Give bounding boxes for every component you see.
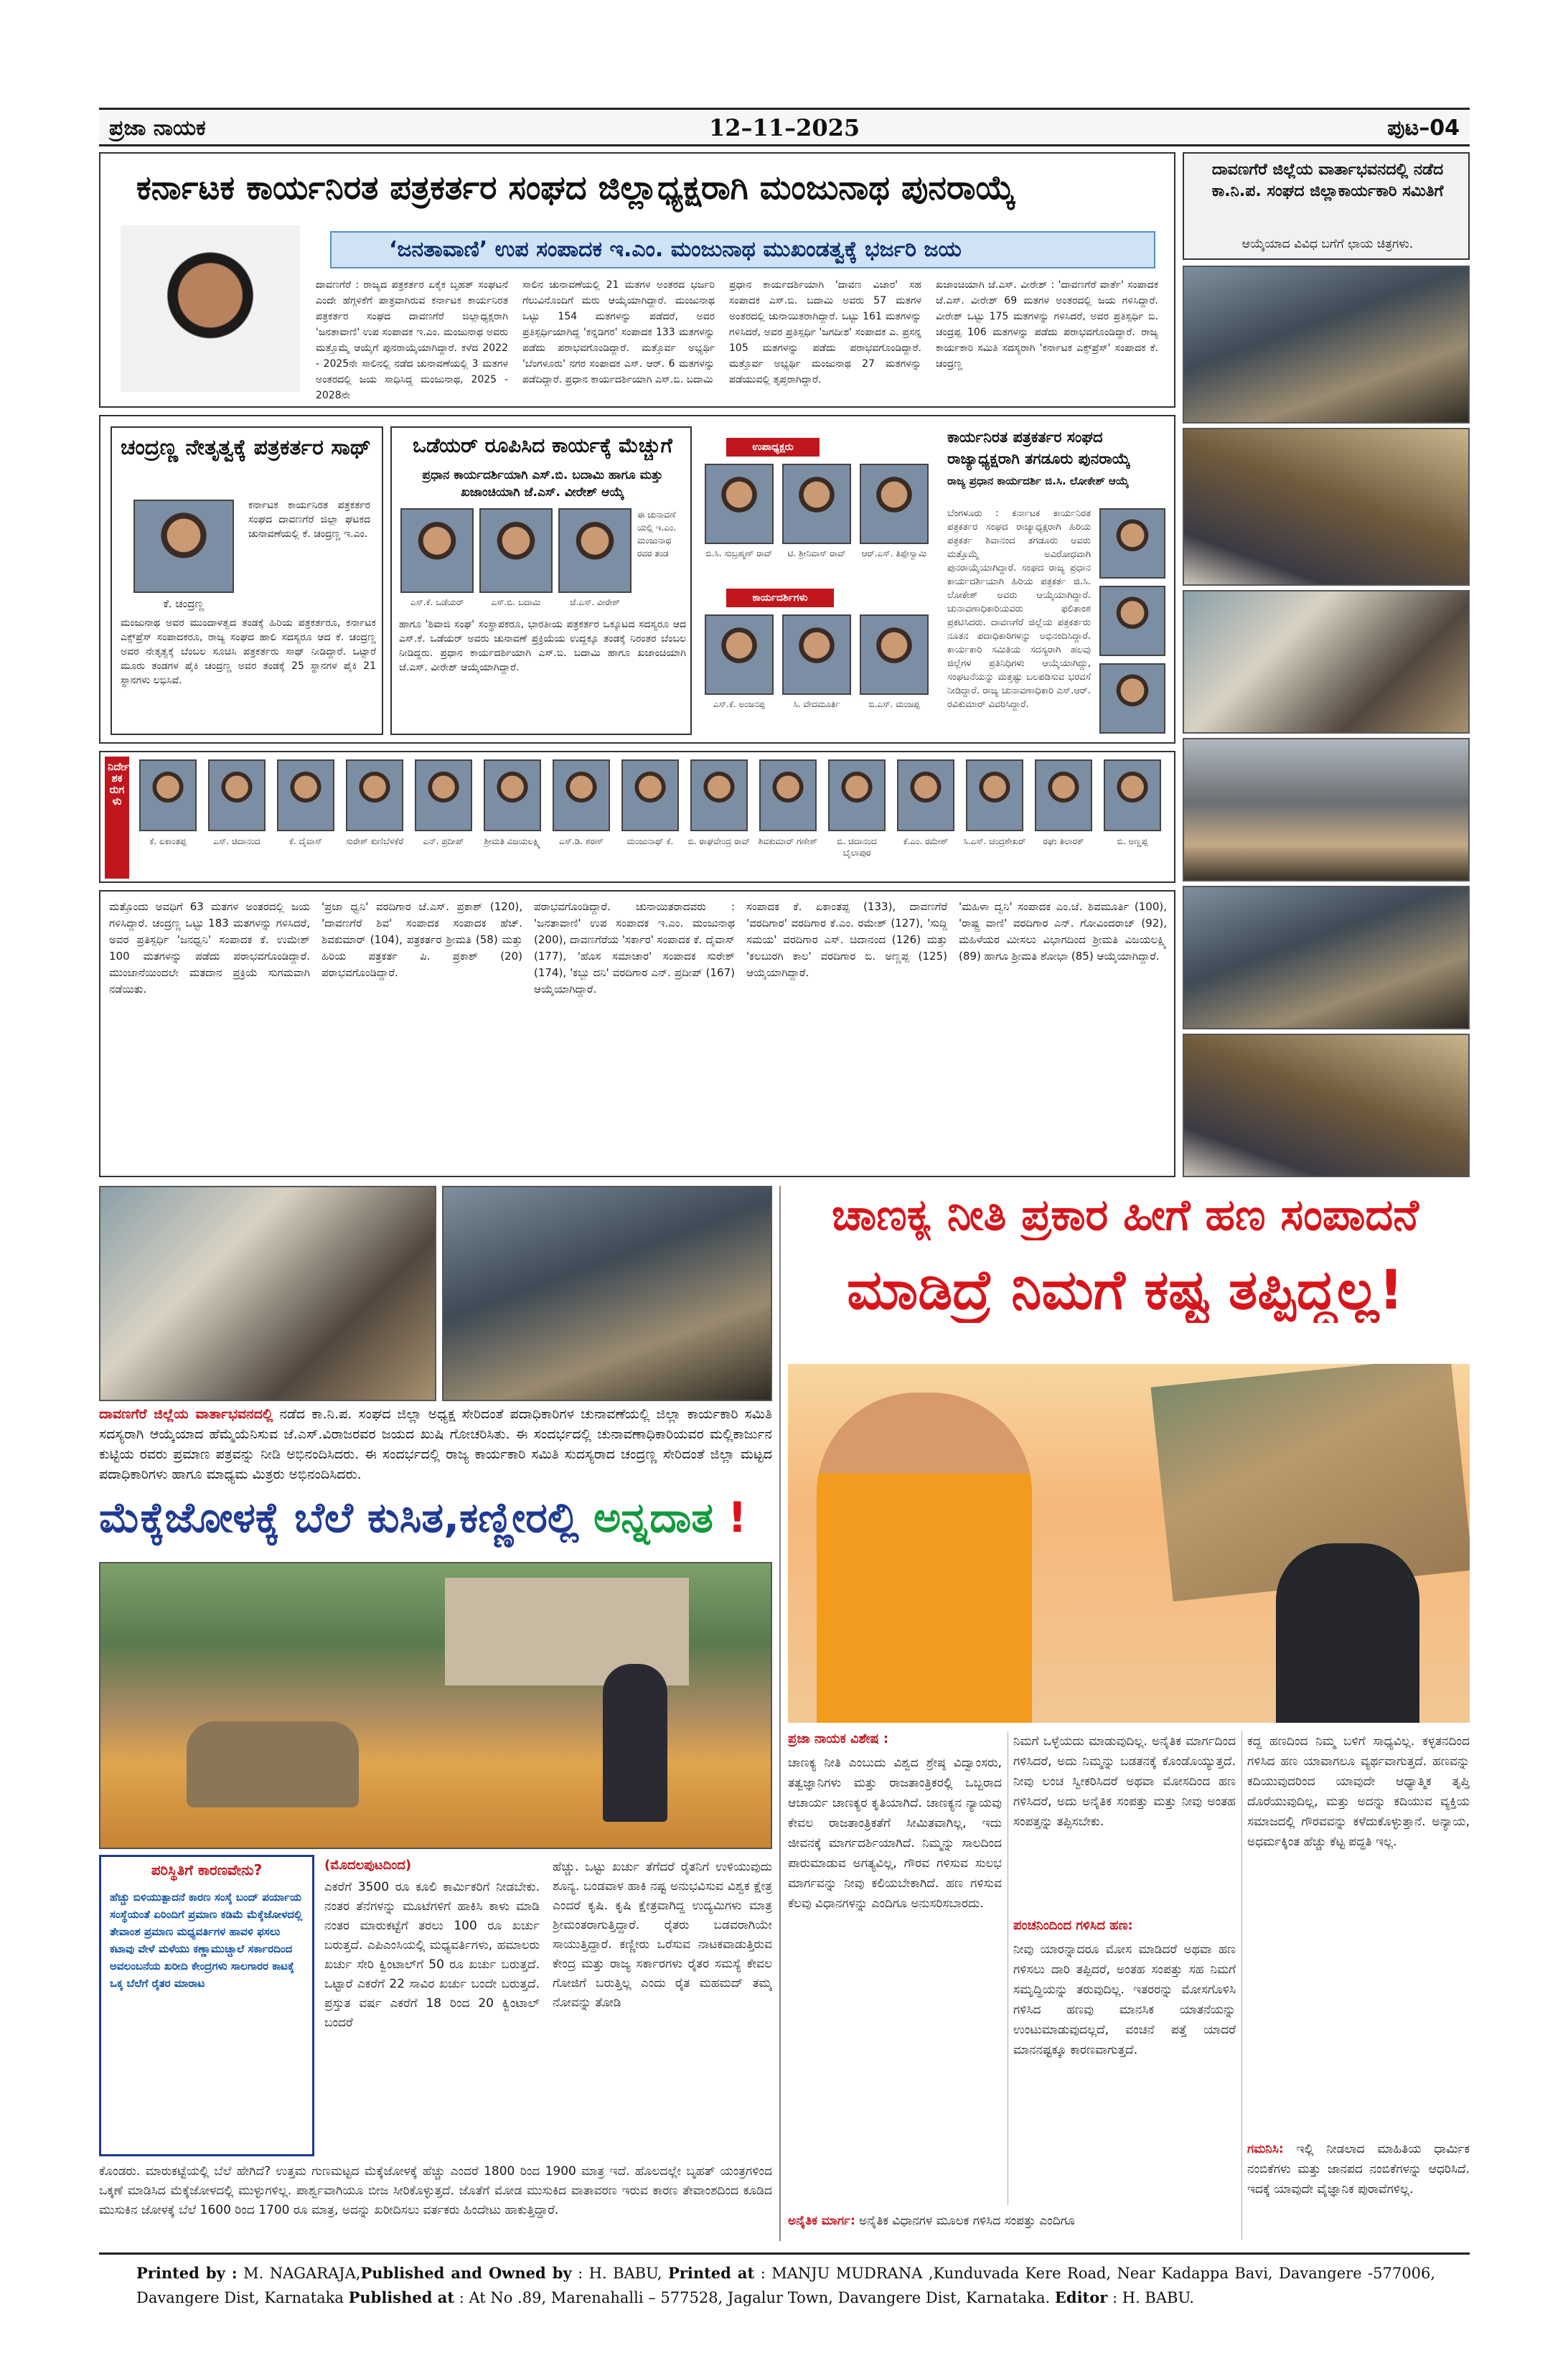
- lead-col-3: ಪ್ರಧಾನ ಕಾರ್ಯದರ್ಶಿಯಾಗಿ 'ದಾವಣ ವಿಜಾರ' ಸಹ ಸಂಪಾದಕ ಎಸ್.ಬಿ. ಬದಾಮಿ ಅವರು 57 ಮತಗಳ ಅಂತರದಲ್ಲಿ ಚುನಾಯಿತರಾಗಿದ್ದಾರೆ. ಒಟ್ಟು 161 ಮತಗಳನ್ನು ಗಳಿಸಿದರೆ, ಅವರ ಪ್ರತಿಸ್ಪರ್ಧಿ 'ಜಗದೀಶ' ಸಂಪಾದಕ ಎ. ಪ್ರಸನ್ನ 105 ಮತಗಳನ್ನು ಪಡೆದು ಪರಾಭವಗೊಂಡಿದ್ದಾರೆ. ಮತ್ತೊರ್ವ ಅಭ್ಯರ್ಥಿ ಮಂಜುನಾಥ 27 ಮತಗಳನ್ನು ಪಡೆಯುವಲ್ಲಿ ತೃಪ್ತರಾಗಿದ್ದಾರೆ.: [729, 279, 921, 385]
- odeyar-box: [390, 426, 692, 735]
- imprint-printed-by: M. NAGARAJA,: [237, 2265, 361, 2282]
- maize-box-text: ಹೆಚ್ಚು ಬಿಳಿಯುತ್ಪಾದನೆ ಕಾರಣ ಸಂಸ್ಕೆ ಬಂದ್ ಪರ್ಯಾಯ ಸಂಸ್ಥೆಯಂತೆ ಏರಿಂದಿಗೆ ಪ್ರಮಾಣ ಕಡಿಮೆ ಮೆಕ್ಕೆಜೋಳದಲ್ಲಿ ತೇವಾಂಶ ಪ್ರಮಾಣ ಮಧ್ಯವರ್ತಿಗಳ ಹಾವಳಿ ಫಸಲು ಕಟಾವು ವೇಳೆ ಮಳೆಯು ಕಣ್ಣಾಮುಚ್ಚಾಲೆ ಸರ್ಕಾರದಿಂದ ಅವಲಂಬನೆಯ ಖರೀದಿ ಕೇಂದ್ರಗಳು ಸಾಲಗಾರರ ಕಾಟಕ್ಕೆ ಒಕ್ಕ ಬೆಲೆಗೆ ರೈತರ ಮಾರಾಟ: [110, 1891, 303, 1990]
- chanakya-subhead-1-text: ನೀವು ಯಾರನ್ನಾದರೂ ಮೋಸ ಮಾಡಿದರೆ ಅಥವಾ ಹಣ ಗಳಿಸಲು ದಾರಿ ತಪ್ಪಿದರೆ, ಅಂತಹ ಸಂಪತ್ತು ಸಹ ನಿಮಗೆ ಸಮೃದ್ಧಿಯನ್ನು ತರುವುದಿಲ್ಲ. ಇತರರನ್ನು ಮೋಸಗೊಳಿಸಿ ಗಳಿಸಿದ ಹಣವು ಮಾನಸಿಕ ಯಾತನೆಯನ್ನು ಉಂಟುಮಾಡುವುದಲ್ಲದೆ, ವಂಚನೆ ಪತ್ತೆ ಯಾದರೆ ಮಾನನಷ್ಟಕ್ಕೂ ಕಾರಣವಾಗುತ್ತದೆ.: [1013, 1942, 1236, 2057]
- second-row-box: [99, 415, 1175, 744]
- maize-text-a: ಎಕರೆಗೆ 3500 ರೂ ಕೂಲಿ ಕಾರ್ಮಿಕರಿಗೆ ನೀಡಬೇಕು. ನಂತರ ತೆನೆಗಳನ್ನು ಮೂಟೆಗಳಿಗೆ ಹಾಕಿಸಿ ಕಾಳು ಮಾಡಿ ನಂತರ ಮಾರುಕಟ್ಟೆಗೆ ತರಲು 100 ರೂ ಖರ್ಚು ಬರುತ್ತದೆ. ಎಪಿಎಂಸಿಯಲ್ಲಿ ಮಧ್ಯವರ್ತಿಗಳು, ಹಮಾಲರು ಖರ್ಚು ಸೇರಿ ಕ್ವಿಂಟಾಲ್‌ಗೆ 50 ರೂ ಖರ್ಚು ಬರುತ್ತದೆ. ಒಟ್ಟಾರೆ ಎಕರೆಗೆ 22 ಸಾವಿರ ಖರ್ಚು ಬಂದೇ ಬರುತ್ತದೆ. ಪ್ರಸ್ತುತ ವರ್ಷ ಎಕರೆಗೆ 18 ರಿಂದ 20 ಕ್ವಿಂಟಾಲ್ ಬಂದರೆ: [324, 1880, 540, 2030]
- director-name: ಶಿವಕುಮಾರ್ ಗಣೇಶ್: [758, 836, 818, 846]
- director-photo: [966, 759, 1023, 831]
- maize-headline-part1: ಮೆಕ್ಕೆಜೋಳಕ್ಕೆ ಬೆಲೆ ಕುಸಿತ,ಕಣ್ಣೀರಲ್ಲಿ: [99, 1493, 593, 1542]
- chanakya-byline: ಪ್ರಜಾ ನಾಯಕ ವಿಶೇಷ :: [788, 1731, 889, 1746]
- right-photo-4: [1183, 738, 1470, 881]
- director-card: [343, 759, 406, 879]
- director-name: ಕೆ. ಏಕಾಂತಪ್ಪ: [149, 836, 187, 846]
- imprint-published-label: Published and Owned by: [360, 2264, 572, 2282]
- state-body: ಬೆಂಗಳೂರು : ಕರ್ನಾಟಕ ಕಾರ್ಯನಿರತ ಪತ್ರಕರ್ತರ ಸಂಘದ ರಾಜ್ಯಾಧ್ಯಕ್ಷರಾಗಿ ಹಿರಿಯ ಪತ್ರಕರ್ತ ಶಿವಾನಂದ ತಗಡೂರು ಅವರು ಮತ್ತೊಮ್ಮೆ ಅವಿರೋಧವಾಗಿ ಪುನರಾಯ್ಕೆಯಾಗಿದ್ದಾರೆ. ಸಂಘದ ರಾಜ್ಯ ಪ್ರಧಾನ ಕಾರ್ಯದರ್ಶಿಯಾಗಿ ಹಿರಿಯ ಪತ್ರಕರ್ತ ಜಿ.ಸಿ. ಲೋಕೇಶ್ ಅವರು ಆಯ್ಕೆಯಾಗಿದ್ದಾರೆ. ಚುನಾವಣಾಧಿಕಾರಿಯವರು ಫಲಿತಾಂಶ ಪ್ರಕಟಿಸಿದರು. ದಾವಣಗೆರೆ ಜಿಲ್ಲೆಯ ಪತ್ರಕರ್ತರು ನೂತನ ಪದಾಧಿಕಾರಿಗಳನ್ನು ಅಭಿನಂದಿಸಿದ್ದಾರೆ. ಕಾರ್ಯಕಾರಿ ಸಮಿತಿಯ ಸದಸ್ಯರಾಗಿ ಹಲವು ಜಿಲ್ಲೆಗಳ ಪ್ರತಿನಿಧಿಗಳು ಆಯ್ಕೆಯಾಗಿದ್ದು, ಸಂಘಟನೆಯನ್ನು ಮತ್ತಷ್ಟು ಬಲಪಡಿಸುವ ಭರವಸೆ ನೀಡಿದ್ದಾರೆ. ರಾಜ್ಯ ಚುನಾವಣಾಧಿಕಾರಿ ಎಸ್.ಆರ್. ರವಿಕುಮಾರ್ ವಿವರಿಸಿದ್ದಾರೆ.: [947, 508, 1091, 710]
- chanakya-subhead-3-text: ಇಲ್ಲಿ ನೀಡಲಾದ ಮಾಹಿತಿಯ ಧಾರ್ಮಿಕ ನಂಬಿಕೆಗಳು ಮತ್ತು ಜಾನಪದ ನಂಬಿಕೆಗಳನ್ನು ಆಧರಿಸಿದೆ. ಇದಕ್ಕೆ ಯಾವುದೇ ವೈಜ್ಞಾನಿಕ ಪುರಾವೆಗಳಿಲ್ಲ.: [1247, 2142, 1470, 2197]
- director-photo: [346, 759, 403, 831]
- chandranna-photo: [133, 500, 234, 593]
- maize-headline-part2: ಅನ್ನದಾತ: [593, 1493, 713, 1542]
- right-photo-2: [1183, 428, 1470, 586]
- imprint-editor: : H. BABU.: [1107, 2289, 1194, 2306]
- office-bearers: [698, 438, 934, 735]
- chandranna-photo-caption: ಕೆ. ಚಂದ್ರಣ್ಣ: [163, 597, 205, 610]
- maize-photo: [99, 1562, 772, 1849]
- directors-row: [136, 759, 1170, 879]
- director-name: ಕೆ.ಎಂ. ರಮೇಶ್: [903, 836, 949, 846]
- director-photo: [553, 759, 610, 831]
- state-photo-1: [1099, 508, 1165, 579]
- vp-photo-2: [782, 464, 851, 544]
- lead-col-4: ಖಜಾಂಚಿಯಾಗಿ ಜೆ.ಎಸ್. ವೀರೇಶ್ : 'ದಾವಣಗೆರೆ ವಾರ್ತೆ' ಸಂಪಾದಕ ಜೆ.ಎಸ್. ವೀರೇಶ್ 69 ಮತಗಳ ಅಂತರದಲ್ಲಿ ಜಯ ಗಳಿಸಿದ್ದಾರೆ. ವೀರೇಶ್ ಒಟ್ಟು 175 ಮತಗಳನ್ನು ಗಳಿಸಿದರೆ, ಅವರ ಪ್ರತಿಸ್ಪರ್ಧಿ ಬಿ. ಚಂದ್ರಪ್ಪ 106 ಮತಗಳನ್ನು ಪಡೆದು ಪರಾಭವಗೊಂಡಿದ್ದಾರೆ. ರಾಜ್ಯ ಕಾರ್ಯಕಾರಿ ಸಮಿತಿ ಸದಸ್ಯರಾಗಿ 'ಕರ್ನಾಟಕ ಎಕ್ಸ್‌ಪ್ರೆಸ್' ಸಂಪಾದಕ ಕೆ. ಚಂದ್ರಣ್ಣ: [936, 279, 1158, 370]
- director-name: ಕೆ. ದೈವಾಸ್: [289, 836, 322, 846]
- right-photo-3: [1183, 590, 1470, 734]
- chanakya-col-1: ಚಾಣಕ್ಯ ನೀತಿ ಎಂಬುದು ವಿಶ್ವದ ಶ್ರೇಷ್ಠ ವಿದ್ವಾಂಸರು, ತತ್ವಜ್ಞಾನಿಗಳು ಮತ್ತು ರಾಜತಾಂತ್ರಿಕರಲ್ಲಿ ಒಬ್ಬರಾದ ಆಚಾರ್ಯ ಚಾಣಕ್ಯರ ಕೃತಿಯಾಗಿದೆ. ಚಾಣಕ್ಯನ ನ್ಯಾಯವು ಕೇವಲ ರಾಜತಾಂತ್ರಿಕತೆಗೆ ಸೀಮಿತವಾಗಿಲ್ಲ, ಇದು ಜೀವನಕ್ಕೆ ಮಾರ್ಗದರ್ಶಿಯಾಗಿದೆ. ನಿಮ್ಮನ್ನು ಸಾಲದಿಂದ ಪಾರುಮಾಡುವ ಅಗತ್ಯವಿಲ್ಲ, ಗೌರವ ಗಳಿಸುವ ಸುಲಭ ಮಾರ್ಗವನ್ನು ನೀವು ಕಲಿಯಬೇಕಾಗಿದೆ. ಹಣ ಗಳಿಸುವ ಕೆಲವು ವಿಧಾನಗಳನ್ನು ಎಂದಿಗೂ ಅನುಸರಿಸಬಾರದು.: [788, 1756, 1002, 1911]
- votes-col-2: 'ಪ್ರಜಾ ಧ್ವನಿ' ವರದಿಗಾರ ಜೆ.ಎಸ್. ಪ್ರಕಾಶ್ (120), 'ದಾವಣಗೆರೆ ಶಿವ' ಸಂಪಾದಕ ಸಂಪಾದಕ ಹೆಚ್. ಶಿವಕುಮಾರ್ (104), ಪತ್ರಕರ್ತರ ಶ್ರೀಮತಿ (58) ಮತ್ತು ಹಿರಿಯ ಪತ್ರಕರ್ತ ಪಿ. ಪ್ರಕಾಶ್ (20) ಪರಾಭವಗೊಂಡಿದ್ದಾರೆ.: [321, 900, 522, 979]
- odeyar-subtitle: ಪ್ರಧಾನ ಕಾರ್ಯದರ್ಶಿಯಾಗಿ ಎಸ್.ಬಿ. ಬದಾಮಿ ಹಾಗೂ ಮತ್ತು ಖಜಾಂಚಿಯಾಗಿ ಜೆ.ಎಸ್. ವೀರೇಶ್ ಆಯ್ಕೆ: [422, 468, 663, 500]
- vp-name-1: ಬಿ.ಸಿ. ಸುಬ್ರಹ್ಮಣ್ ರಾವ್: [705, 548, 773, 558]
- maize-text-b: ಹೆಚ್ಚು. ಒಟ್ಟು ಖರ್ಚು ತೆಗೆದರೆ ರೈತನಿಗೆ ಉಳಿಯುವುದು ಶೂನ್ಯ. ಬಂಡವಾಳ ಹಾಕಿ ನಷ್ಟ ಅನುಭವಿಸುವ ವಿಶ್ವಕ ಕ್ಷೇತ್ರ ಎಂದರೆ ಕೃಷಿ. ಕೃಷಿ ಕ್ಷೇತ್ರವಾಗಿದ್ದ ಉದ್ಯಮಿಗಳು ಮಾತ್ರ ಶ್ರೀಮಂತರಾಗುತ್ತಿದ್ದಾರೆ. ರೈತರು ಬಡವರಾಗಿಯೇ ಸಾಯುತ್ತಿದ್ದಾರೆ. ಕಣ್ಣೀರು ಒರೆಸುವ ನಾಟಕವಾಡುತ್ತಿರುವ ಕೇಂದ್ರ ಮತ್ತು ರಾಜ್ಯ ಸರ್ಕಾರಗಳು ರೈತರ ಸಮಸ್ಯೆ ಕೇವಲ ಗೋಜಿಗೆ ಬರುತ್ತಿಲ್ಲ ಎಂದು ರೈತ ಮಹಮದ್ ತಮ್ಮ ನೋವನ್ನು ತೋಡಿ: [553, 1860, 772, 2010]
- director-name: ಬಿ. ಅಣ್ಣಪ್ಪ: [1117, 836, 1148, 846]
- chandranna-title: ಚಂದ್ರಣ್ಣ ನೇತೃತ್ವಕ್ಕೆ ಪತ್ರಕರ್ತರ ಸಾಥ್: [121, 435, 371, 460]
- imprint-printed-by-label: Printed by :: [136, 2264, 238, 2282]
- odeyar-photo-1: [400, 508, 474, 593]
- director-card: [894, 759, 957, 879]
- director-photo: [621, 759, 679, 831]
- right-photo-1: [1183, 266, 1470, 424]
- maize-photo-worker: [603, 1664, 667, 1822]
- masthead-bar: [99, 108, 1470, 146]
- director-card: [481, 759, 544, 879]
- directors-label: ನಿರ್ದೇಶಕರುಗಳು: [108, 760, 130, 808]
- chanakya-illustration: [788, 1364, 1470, 1723]
- vp-photo-3: [860, 464, 929, 544]
- director-photo: [828, 759, 886, 831]
- paper-name: ಪ್ರಜಾ ನಾಯಕ: [109, 116, 206, 141]
- chanakya-subhead-2-line: [788, 2211, 1236, 2240]
- director-photo: [1035, 759, 1092, 831]
- director-card: [412, 759, 475, 879]
- odeyar-caption-3: ಜೆ.ಎಸ್. ವೀರೇಶ್: [570, 597, 620, 607]
- lead-story-box: [99, 152, 1175, 408]
- odeyar-caption-1: ಎಸ್.ಕೆ. ಒಡೆಯರ್: [410, 597, 464, 607]
- right-column-title: ದಾವಣಗೆರೆ ಜಿಲ್ಲೆಯ ವಾರ್ತಾಭವನದಲ್ಲಿ ನಡೆದ ಕಾ.ನಿ.ಪ. ಸಂಘದ ಜಿಲ್ಲಾಕಾರ್ಯಕಾರಿ ಸಮಿತಿಗೆ: [1211, 161, 1444, 200]
- page-number: ಪುಟ–04: [1387, 116, 1460, 141]
- sec-photo-2: [782, 614, 851, 695]
- right-column-subtitle: ಆಯ್ಕೆಯಾದ ವಿವಿಧ ಬಗೆಗೆ ಛಾಯ ಚಿತ್ರಗಳು.: [1241, 237, 1414, 251]
- votes-col-4: ಸಂಪಾದಕ ಕೆ. ಏಕಾಂತಪ್ಪ (133), ದಾವಣಗೆರೆ 'ವರದಿಗಾರ' ವರದಿಗಾರ ಕೆ.ಎಂ. ರಮೇಶ್ (127), 'ಸುದ್ದಿ ಸಮಯ' ವರದಿಗಾರ ಎಸ್. ಚಿದಾನಂದ (126) ಮತ್ತು 'ಕಲಬುರಗಿ ಕಾಲ' ವರದಿಗಾರ ಬಿ. ಅಣ್ಣಪ್ಪ (125) ಆಯ್ಕೆಯಾಗಿದ್ದಾರೆ.: [746, 900, 947, 979]
- right-photo-6: [1183, 1034, 1470, 1177]
- votes-col-1: ಮತ್ತೊಂದು ಅವಧಿಗೆ 63 ಮತಗಳ ಅಂತರದಲ್ಲಿ ಜಯ ಗಳಿಸಿದ್ದಾರೆ. ಚಂದ್ರಣ್ಣ ಒಟ್ಟು 183 ಮತಗಳನ್ನು ಗಳಿಸಿದರೆ, ಅವರ ಪ್ರತಿಸ್ಪರ್ಧಿ 'ಜನಧ್ವನಿ' ಸಂಪಾದಕ ಕೆ. ಉಮೇಶ್ 100 ಮತಗಳನ್ನು ಪಡೆದು ಪರಾಭವಗೊಂಡಿದ್ದಾರೆ. ಮುಂಜಾನೆಯಿಂದಲೇ ಮತದಾನ ಪ್ರಕ್ರಿಯೆ ಸುಗಮವಾಗಿ ನಡೆಯಿತು.: [109, 900, 310, 996]
- maize-lead-label: (ಮೊದಲಪುಟದಿಂದ): [324, 1858, 412, 1873]
- sec-name-2: ಸಿ. ವೇದಮೂರ್ತಿ: [793, 699, 840, 709]
- issue-date: 12–11–2025: [709, 114, 860, 141]
- director-photo: [208, 759, 266, 831]
- odeyar-title: ಒಡೆಯರ್ ರೂಪಿಸಿದ ಕಾರ್ಯಕ್ಕೆ ಮೆಚ್ಚುಗೆ: [413, 434, 672, 457]
- director-photo: [484, 759, 541, 831]
- state-photo-2: [1099, 586, 1165, 656]
- middle-photo-caption: [99, 1404, 772, 1484]
- director-card: [756, 759, 820, 879]
- chanakya-col-2: ನಿಮಗೆ ಒಳ್ಳೆಯದು ಮಾಡುವುದಿಲ್ಲ. ಅನೈತಿಕ ಮಾರ್ಗದಿಂದ ಗಳಿಸಿದರೆ, ಅದು ನಿಮ್ಮನ್ನು ಬಡತನಕ್ಕೆ ಕೊಂಡೊಯ್ಯುತ್ತದೆ. ನೀವು ಲಂಚ ಸ್ವೀಕರಿಸಿದರೆ ಅಥವಾ ಮೋಸದಿಂದ ಹಣ ಗಳಿಸಿದರೆ, ಅದು ಅನೈತಿಕ ಸಂಪತ್ತು ಮತ್ತು ನೀವು ಅಂತಹ ಸಂಪತ್ತನ್ನು ತಪ್ಪಿಸಬೇಕು.: [1013, 1734, 1236, 1829]
- chanakya-subhead-2-text: ಅನೈತಿಕ ವಿಧಾನಗಳ ಮೂಲಕ ಗಳಿಸಿದ ಸಂಪತ್ತು ಎಂದಿಗೂ: [859, 2214, 1075, 2228]
- businessman: [1276, 1543, 1419, 1723]
- director-photo: [277, 759, 334, 831]
- odeyar-caption-2: ಎಸ್.ಬಿ. ಬದಾಮಿ: [491, 597, 541, 607]
- imprint: [136, 2261, 1435, 2310]
- director-card: [1032, 759, 1095, 879]
- editor-portrait: [121, 225, 300, 392]
- chandranna-body: ಮಂಜುನಾಥ ಅವರ ಮುಂದಾಳತ್ವದ ತಂಡಕ್ಕೆ ಹಿರಿಯ ಪತ್ರಕರ್ತರೂ, ಕರ್ನಾಟಕ ಎಕ್ಸ್‌ಪ್ರೆಸ್ ಸಂಪಾದಕರೂ, ರಾಜ್ಯ ಸಂಘದ ಹಾಲಿ ಸದಸ್ಯರೂ ಆದ ಕೆ. ಚಂದ್ರಣ್ಣ ಅವರ ನೇತೃತ್ವಕ್ಕೆ ಬೆಂಬಲ ಸೂಚಿಸಿ ಪತ್ರಕರ್ತರು ಸಾಥ್ ನೀಡಿದ್ದಾರೆ. ಒಟ್ಟಾರೆ ಮೂರು ತಂಡಗಳ ಪೈಕಿ ಚಂದ್ರಣ್ಣ ಅವರ ತಂಡಕ್ಕೆ 25 ಸ್ಥಾನಗಳ ಪೈಕಿ 21 ಸ್ಥಾನಗಳು ಲಭಿಸಿವೆ.: [121, 617, 376, 686]
- director-card: [963, 759, 1026, 879]
- maize-headline: [99, 1493, 772, 1553]
- vp-photo-1: [705, 464, 774, 544]
- maize-text-c: ಕೊಂಡರು. ಮಾರುಕಟ್ಟೆಯಲ್ಲಿ ಬೆಲೆ ಹೇಗಿದೆ? ಉತ್ತಮ ಗುಣಮಟ್ಟದ ಮೆಕ್ಕೆಜೋಳಕ್ಕೆ ಹೆಚ್ಚು ಎಂದರೆ 1800 ರಿಂದ 1900 ಮಾತ್ರ ಇದೆ. ಹೊಲದಲ್ಲೇ ಬೃಹತ್ ಯಂತ್ರಗಳಿಂದ ಒಕ್ಕಣೆ ಮಾಡಿಸಿದ ಮೆಕ್ಕೆಜೋಳದಲ್ಲಿ ಮುಳ್ಳುಗಳಿಲ್ಲ. ಪಾರ್ಶ್ವವಾಗಿಯೂ ಬೀಜ ಸೀರಿಕೊಳ್ಳುತ್ತದೆ. ಜೊತೆಗೆ ಮೋಡ ಮುಸುಕಿದ ವಾತಾವರಣ ಇರುವ ಕಾರಣ ತೇವಾಂಶದಿಂದ ಕೂಡಿದ ಮುಸುಕಿನ ಜೋಳಕ್ಕೆ ಬೆಲೆ 1600 ರಿಂದ 1700 ರೂ ಮಾತ್ರ, ಅದನ್ನು ಖರೀದಿಸಲು ವರ್ತಕರು ಹಿಂದೇಟು ಹಾಕುತ್ತಿದ್ದಾರೆ.: [99, 2164, 772, 2217]
- director-photo: [690, 759, 748, 831]
- imprint-published-at-label: Published at: [348, 2288, 455, 2306]
- sec-photo-1: [705, 614, 774, 695]
- lead-headline: ಕರ್ನಾಟಕ ಕಾರ್ಯನಿರತ ಪತ್ರಕರ್ತರ ಸಂಘದ ಜಿಲ್ಲಾಧ್ಯಕ್ಷರಾಗಿ ಮಂಜುನಾಥ ಪುನರಾಯ್ಕೆ: [136, 168, 1016, 207]
- imprint-printed-at: : MANJU MUDRANA ,Kunduvada Kere Road, Near Kadappa Bavi, Davangere -577006, Davangere Dist, Karnataka: [136, 2265, 1436, 2306]
- chanakya-figure: [817, 1393, 1032, 1723]
- caption-text: ನಡೆದ ಕಾ.ನಿ.ಪ. ಸಂಘದ ಜಿಲ್ಲಾ ಅಧ್ಯಕ್ಷ ಸೇರಿದಂತೆ ಪದಾಧಿಕಾರಿಗಳ ಚುನಾವಣೆಯಲ್ಲಿ ಜಿಲ್ಲಾ ಕಾರ್ಯಕಾರಿ ಸಮಿತಿ ಸದಸ್ಯರಾಗಿ ಆಯ್ಕೆಯಾದ ಹೆಮ್ಮೆಯೆನಿಸುವ ಜೆ.ಎಸ್.ವಿರಾಜರವರ ಜಯದ ಖುಷಿ ಗೋಚರಿಸಿತು. ಈ ಸಂದರ್ಭದಲ್ಲಿ ಚುನಾವಣಾಧಿಕಾರಿಯವರ ಮಲ್ಲಿಕಾರ್ಜುನ ಕುಟ್ಟಿಯ ರವರು ಪ್ರಮಾಣ ಪತ್ರವನ್ನು ನೀಡಿ ಅಭಿನಂದಿಸಿದರು. ಈ ಸಂದರ್ಭದಲ್ಲಿ ರಾಜ್ಯ ಕಾರ್ಯಕಾರಿ ಸಮಿತಿ ಸುದಸ್ಯರಾದ ಚಂದ್ರಣ್ಣ ಸೇರಿದಂತೆ ಜಿಲ್ಲಾ ಮಟ್ಟದ ಪದಾಧಿಕಾರಿಗಳು ಹಾಗೂ ಮಾಧ್ಯಮ ಮಿತ್ರರು ಅಭಿನಂದಿಸಿದರು.: [99, 1406, 772, 1482]
- directors-label-bar: [105, 757, 129, 879]
- director-card: [550, 759, 613, 879]
- director-name: ಎಸ್.ಡಿ. ಶರಣ್: [558, 836, 604, 846]
- director-name: ಸುರೇಶ್ ಕುಣಿಬೆಳಕೆರೆ: [345, 836, 404, 846]
- column-rule-3: [1241, 1731, 1242, 2240]
- odeyar-photo-2: [479, 508, 553, 593]
- chanakya-subhead-3: ಗಮನಿಸಿ:: [1247, 2142, 1284, 2156]
- imprint-published-at: : At No .89, Marenahalli – 577528, Jagalur Town, Davangere Dist, Karnataka.: [454, 2289, 1055, 2306]
- vp-name-3: ಆರ್.ಎಸ್. ತಿಪ್ಪೇಸ್ವಾಮಿ: [861, 548, 927, 558]
- chanakya-headline-2: ಮಾಡಿದ್ರೆ ನಿಮಗೆ ಕಷ್ಟ ತಪ್ಪಿದ್ದಲ್ಲ!: [847, 1258, 1404, 1321]
- director-name: ಎನ್. ಪ್ರದೀಪ್: [423, 836, 464, 846]
- maize-box-title: ಪರಿಸ್ಥಿತಿಗೆ ಕಾರಣವೇನು?: [101, 1857, 312, 1883]
- middle-photo-1: [99, 1186, 436, 1401]
- state-subtitle: ರಾಜ್ಯ ಪ್ರಧಾನ ಕಾರ್ಯದರ್ಶಿ ಜಿ.ಸಿ. ಲೋಕೇಶ್ ಆಯ್ಕೆ: [947, 474, 1130, 487]
- vp-label: ಉಪಾಧ್ಯಕ್ಷರು: [726, 438, 820, 457]
- director-name: ಮಂಜುನಾಥ್ ಕೆ.: [626, 836, 674, 846]
- sec-name-1: ಎಸ್.ಕೆ. ಅಂಜನಪ್ಪ: [713, 699, 765, 709]
- director-photo: [1104, 759, 1161, 831]
- right-photo-5: [1183, 886, 1470, 1029]
- imprint-published: : H. BABU,: [571, 2265, 668, 2282]
- imprint-editor-label: Editor: [1054, 2288, 1108, 2306]
- chanakya-headline-1: ಚಾಣಕ್ಯ ನೀತಿ ಪ್ರಕಾರ ಹೀಗೆ ಹಣ ಸಂಪಾದನೆ: [832, 1190, 1419, 1240]
- director-photo: [897, 759, 954, 831]
- sec-name-3: ಬಿ.ಎಸ್. ಮಂಜಪ್ಪ: [868, 699, 920, 709]
- chandranna-side-text: ಕರ್ನಾಟಕ ಕಾರ್ಯನಿರತ ಪತ್ರಕರ್ತರ ಸಂಘದ ದಾವಣಗೆರೆ ಜಿಲ್ಲಾ ಘಟಕದ ಚುನಾವಣೆಯಲ್ಲಿ ಕೆ. ಚಂದ್ರಣ್ಣ ಇ.ಎಂ.: [248, 500, 370, 540]
- footer-rule: [99, 2253, 1470, 2255]
- director-name: ಬಿ. ಚಿದಾನಂದ ಬೈಲಾಪುರ: [837, 836, 877, 858]
- chanakya-subhead-2: ಅನೈತಿಕ ಮಾರ್ಗ:: [788, 2214, 855, 2228]
- director-card: [825, 759, 888, 879]
- director-card: [687, 759, 751, 879]
- column-rule-1: [779, 1186, 781, 2241]
- director-card: [619, 759, 682, 879]
- chandranna-box: [111, 426, 383, 735]
- votes-col-5: 'ಮಹಿಳಾ ದ್ವನಿ' ಸಂಪಾದಕ ಎಂ.ಜೆ. ಶಿವಮೂರ್ತಿ (100), 'ರಾಷ್ಟ್ರ ವಾಣಿ' ವರದಿಗಾರ ಎನ್. ಗೋವಿಂದರಾಜ್ (92), ಮಹಿಳೆಯರ ಮೀಸಲು ವಿಭಾಗದಿಂದ ಶ್ರೀಮತಿ ವಿಜಯಲಕ್ಷ್ಮಿ (89) ಹಾಗೂ ಶ್ರೀಮತಿ ಶೋಭಾ (85) ಆಯ್ಕೆಯಾಗಿದ್ದಾರೆ.: [959, 900, 1167, 963]
- director-photo: [759, 759, 817, 831]
- director-card: [274, 759, 337, 879]
- lead-col-2: ಸಾಲಿನ ಚುನಾವಣೆಯಲ್ಲಿ 21 ಮತಗಳ ಅಂತರದ ಭರ್ಜರಿ ಗೆಲುವಿನೊಂದಿಗೆ ಮರು ಆಯ್ಕೆಯಾಗಿದ್ದಾರೆ. ಮಂಜುನಾಥ ಒಟ್ಟು 154 ಮತಗಳನ್ನು ಪಡೆದರೆ, ಅವರ ಪ್ರತಿಸ್ಪರ್ಧಿಯಾಗಿದ್ದ 'ಕನ್ನಡಿಗರ' ಸಂಪಾದಕ 133 ಮತಗಳನ್ನು ಪಡೆದು ಪರಾಭವಗೊಂಡಿದ್ದಾರೆ. ಮತ್ತೊರ್ವ ಅಭ್ಯರ್ಥಿ 'ಬೆಂಗಳೂರು' ನಗರ ಸಂಪಾದಕ ಎಸ್. ಆರ್. 6 ಮತಗಳನ್ನು ಪಡೆದಿದ್ದಾರೆ. ಪ್ರಧಾನ ಕಾರ್ಯದರ್ಶಿಯಾಗಿ ಎಸ್.ಬಿ. ಬದಾಮಿ: [522, 279, 715, 385]
- director-card: [1101, 759, 1164, 879]
- lead-subheadline: ‘ಜನತಾವಾಣಿ’ ಉಪ ಸಂಪಾದಕ ಇ.ಎಂ. ಮಂಜುನಾಥ ಮುಖಂಡತ್ವಕ್ಕೆ ಭರ್ಜರಿ ಜಯ: [389, 237, 962, 262]
- state-photo-3: [1099, 663, 1165, 734]
- odeyar-side-text: ಈ ಚುನಾವಣೆ ಯಲ್ಲಿ ಇ.ಎಂ. ಮಂಜುನಾಥ ರವರ ತಂಡ: [637, 510, 677, 558]
- director-name: ಶ್ರೀಮತಿ ವಿಜಯಲಕ್ಷ್ಮಿ: [484, 836, 541, 846]
- votes-col-3: ಪರಾಭವಗೊಂಡಿದ್ದಾರೆ. ಚುನಾಯಿತರಾದವರು : 'ಜನತಾವಾಣಿ' ಉಪ ಸಂಪಾದಕ ಇ.ಎಂ. ಮಂಜುನಾಥ (200), ದಾವಣಗೆರೆಯ 'ಸರ್ಕಾರ' ಸಂಪಾದಕ ಕೆ. ದೈವಾಸ್ (177), 'ಹೊಸ ಸಮಾಚಾರ' ಸಂಪಾದಕ ಸುರೇಶ್ (174), 'ಕಬ್ಬು ದನಿ' ವರದಿಗಾರ ಎನ್. ಪ್ರದೀಪ್ (167) ಆಯ್ಕೆಯಾಗಿದ್ದಾರೆ.: [534, 900, 735, 996]
- lead-col-1: ದಾವಣಗೆರೆ : ರಾಜ್ಯದ ಪತ್ರಕರ್ತರ ಏಕೈಕ ಬೃಹತ್ ಸಂಘಟನೆ ಎಂದೇ ಹೆಗ್ಗಳಿಕೆಗೆ ಪಾತ್ರವಾಗಿರುವ ಕರ್ನಾಟಕ ಕಾರ್ಯನಿರತ ಪತ್ರಕರ್ತರ ಸಂಘದ ದಾವಣಗೆರೆ ಜಿಲ್ಲಾಧ್ಯಕ್ಷರಾಗಿ 'ಜನತಾವಾಣಿ' ಉಪ ಸಂಪಾದಕ ಇ.ಎಂ. ಮಂಜುನಾಥ ಅವರು ಮತ್ತೊಮ್ಮೆ ಆಯ್ಕೆಗೆ ಪುನರಾಯ್ಕೆಯಾಗಿದ್ದಾರೆ. ಕಳೆದ 2022 - 2025ನೇ ಸಾಲಿನಲ್ಲಿ ನಡೆದ ಚುನಾವಣೆಯಲ್ಲಿ 3 ಮತಗಳ ಅಂತರದಲ್ಲಿ ಜಯ ಸಾಧಿಸಿದ್ದ ಮಂಜುನಾಥ, 2025 - 2028ನೇ: [316, 279, 508, 401]
- director-name: ಸಿ.ಎಸ್. ಚಂದ್ರಶೇಖರ್: [963, 836, 1026, 846]
- caption-lead: ದಾವಣಗೆರೆ ಜಿಲ್ಲೆಯ ವಾರ್ತಾಭವನದಲ್ಲಿ: [99, 1406, 273, 1422]
- sec-label: ಕಾರ್ಯದರ್ಶಿಗಳು: [726, 589, 834, 607]
- maize-photo-sacks: [187, 1721, 359, 1807]
- directors-strip: [99, 751, 1175, 883]
- director-photo: [415, 759, 472, 831]
- director-card: [205, 759, 268, 879]
- odeyar-photo-3: [558, 508, 632, 593]
- sec-photo-3: [860, 614, 929, 695]
- lead-subheadline-bar: [330, 231, 1155, 268]
- director-name: ರಘು ತಿಲಾರಕ್: [1043, 836, 1084, 846]
- imprint-printed-at-label: Printed at: [668, 2264, 755, 2282]
- director-card: [136, 759, 199, 879]
- chanakya-col-3: ಕದ್ದ ಹಣದಿಂದ ನಿಮ್ಮ ಬಳಿಗೆ ಸಾಧ್ಯವಿಲ್ಲ. ಕಳ್ಳತನದಿಂದ ಗಳಿಸಿದ ಹಣ ಯಾವಾಗಲೂ ವ್ಯರ್ಥವಾಗುತ್ತದೆ. ಹಣವನ್ನು ಕದಿಯುವುದರಿಂದ ಯಾವುದೇ ಆಧ್ಯಾತ್ಮಿಕ ತೃಪ್ತಿ ದೊರೆಯುವುದಿಲ್ಲ, ಮತ್ತು ಅದನ್ನು ಕದಿಯುವ ವ್ಯಕ್ತಿಯ ಸಮಾಜದಲ್ಲಿ ಗೌರವವನ್ನು ಕಳೆದುಕೊಳ್ಳುತ್ತಾನೆ. ಅನ್ಯಾಯ, ಅಧರ್ಮಕ್ಕಿಂತ ಹೆಚ್ಚು ಕೆಟ್ಟ ಪದ್ಧತಿ ಇಲ್ಲ.: [1247, 1734, 1470, 1849]
- vp-name-2: ಟಿ. ಶ್ರೀನಿವಾಸ್ ರಾವ್: [787, 548, 846, 558]
- director-name: ಬಿ. ರಾಘವೇಂದ್ರ ರಾವ್: [687, 836, 751, 846]
- odeyar-body: ಹಾಗೂ 'ಶಿವಾಜಿ ಸಂಘ' ಸಂಸ್ಥಾಪಕರೂ, ಭಾರತೀಯ ಪತ್ರಕರ್ತರ ಒಕ್ಕೂಟದ ಸದಸ್ಯರೂ ಆದ ಎಸ್.ಕೆ. ಒಡೆಯರ್ ಅವರು ಚುನಾವಣೆ ಪ್ರಕ್ರಿಯೆಯ ಉದ್ದಕ್ಕೂ ತಂಡಕ್ಕೆ ನಿರಂತರ ಬೆಂಬಲ ನೀಡಿದ್ದರು. ಪ್ರಧಾನ ಕಾರ್ಯದರ್ಶಿಯಾಗಿ ಎಸ್.ಬಿ. ಬದಾಮಿ ಹಾಗೂ ಖಜಾಂಚಿಯಾಗಿ ಜೆ.ಎಸ್. ವೀರೇಶ್ ಆಯ್ಕೆಯಾಗಿದ್ದಾರೆ.: [399, 619, 686, 673]
- middle-photo-2: [442, 1186, 772, 1401]
- state-title: ಕಾರ್ಯನಿರತ ಪತ್ರಕರ್ತರ ಸಂಘದ ರಾಜ್ಯಾಧ್ಯಕ್ಷರಾಗಿ ತಗಡೂರು ಪುನರಾಯ್ಕೆ: [947, 429, 1131, 467]
- chanakya-subhead-1: ಪಂಚನಿಂದಿಂದ ಗಳಿಸಿದ ಹಣ:: [1013, 1918, 1133, 1933]
- director-name: ಎಸ್. ಚಿದಾನಂದ: [213, 836, 260, 846]
- chanakya-note: [1247, 2139, 1470, 2240]
- maize-headline-part3: !: [713, 1493, 747, 1542]
- votes-text-box: [99, 890, 1175, 1177]
- right-column-header: [1183, 152, 1470, 260]
- maize-reasons-box: [99, 1855, 314, 2156]
- director-photo: [139, 759, 197, 831]
